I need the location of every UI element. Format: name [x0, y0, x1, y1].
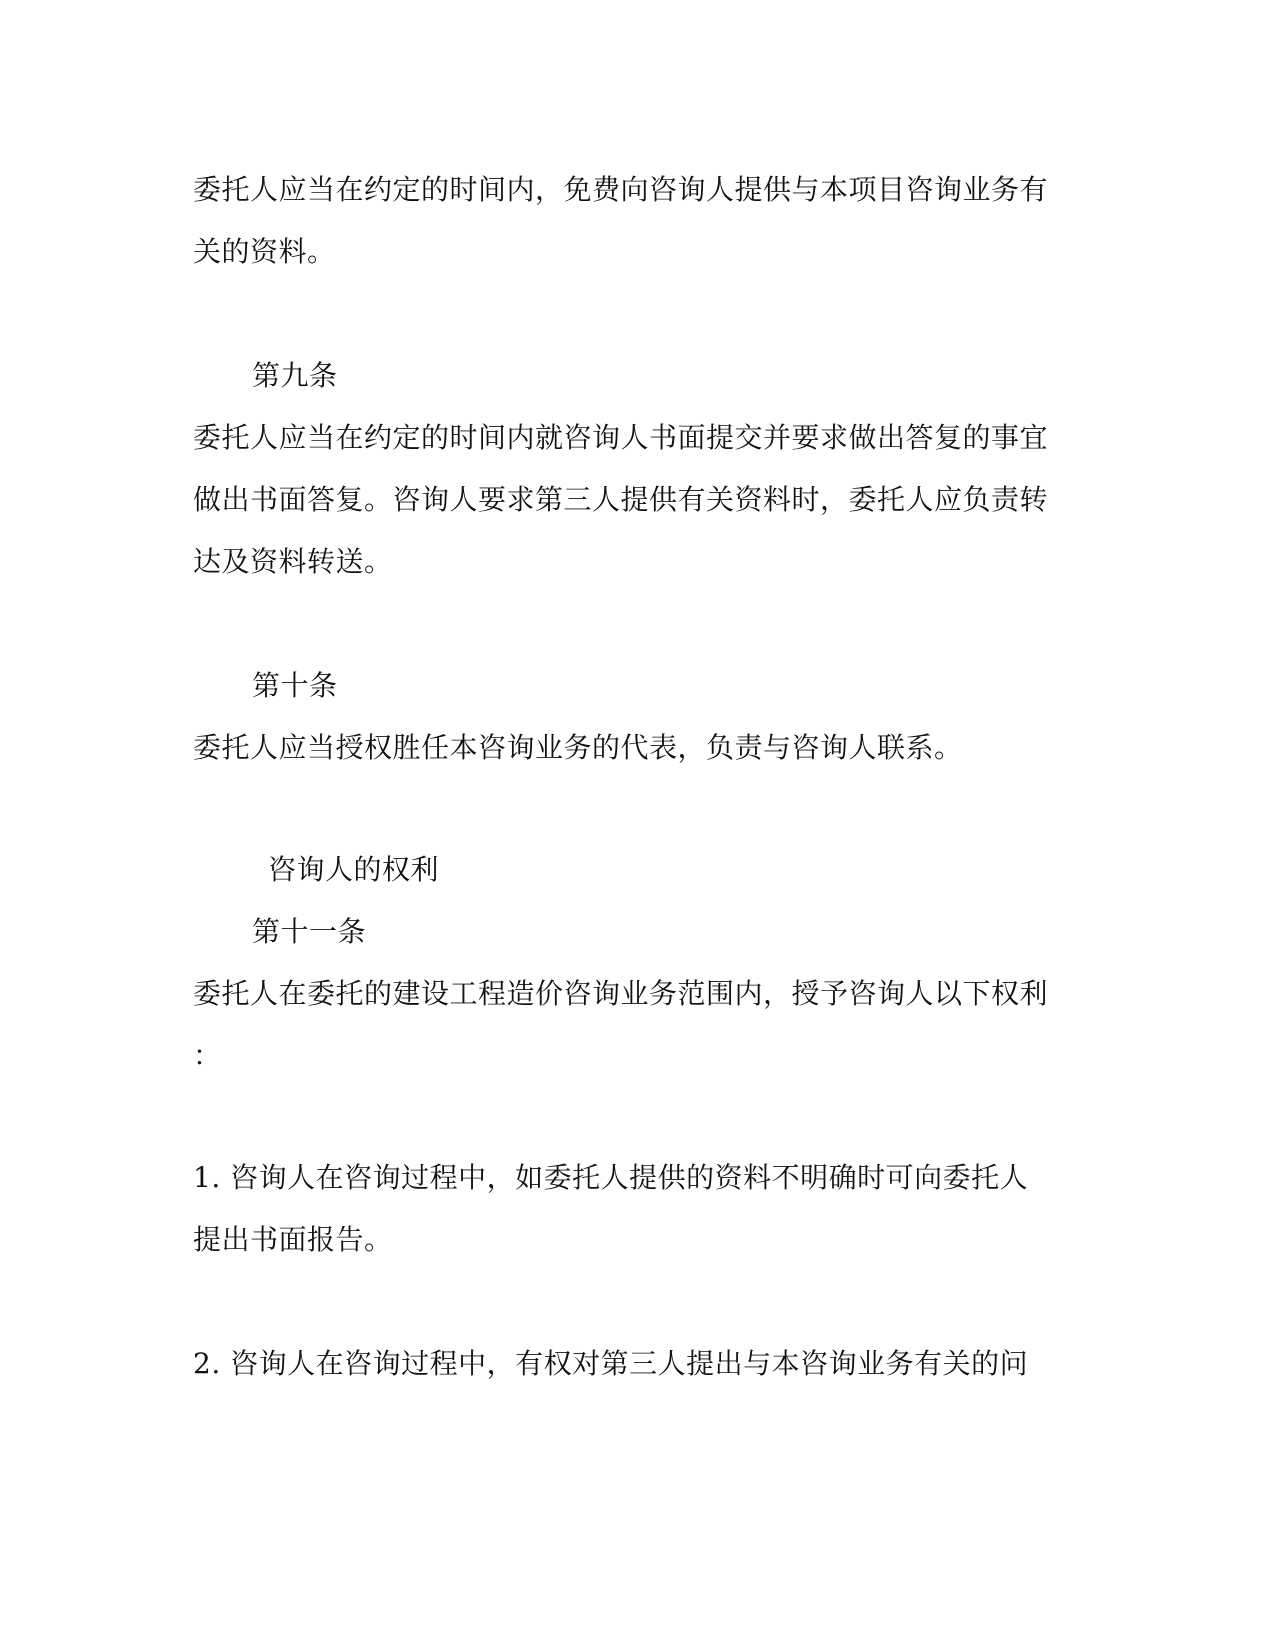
article-11-item-2-line-1: 2. 咨询人在咨询过程中，有权对第三人提出与本咨询业务有关的问 — [193, 1347, 1029, 1380]
article-11-item-1-line-2: 提出书面报告。 — [193, 1223, 393, 1256]
article-9-line-2: 做出书面答复。咨询人要求第三人提供有关资料时，委托人应负责转 — [193, 483, 1049, 516]
section-title: 咨询人的权利 — [268, 853, 440, 886]
article-11-heading: 第十一条 — [252, 915, 367, 948]
article-10-heading: 第十条 — [252, 669, 338, 702]
paragraph-1-line-2: 关的资料。 — [193, 235, 336, 268]
article-11-line-2: ： — [193, 1039, 222, 1072]
article-9-line-3: 达及资料转送。 — [193, 545, 393, 578]
article-11-line-1: 委托人在委托的建设工程造价咨询业务范围内，授予咨询人以下权利 — [193, 977, 1049, 1010]
article-9-heading: 第九条 — [252, 359, 338, 392]
article-10-line-1: 委托人应当授权胜任本咨询业务的代表，负责与咨询人联系。 — [193, 731, 963, 764]
paragraph-1-line-1: 委托人应当在约定的时间内，免费向咨询人提供与本项目咨询业务有 — [193, 173, 1049, 206]
article-11-item-1-line-1: 1. 咨询人在咨询过程中，如委托人提供的资料不明确时可向委托人 — [193, 1161, 1029, 1194]
article-9-line-1: 委托人应当在约定的时间内就咨询人书面提交并要求做出答复的事宜 — [193, 421, 1049, 454]
